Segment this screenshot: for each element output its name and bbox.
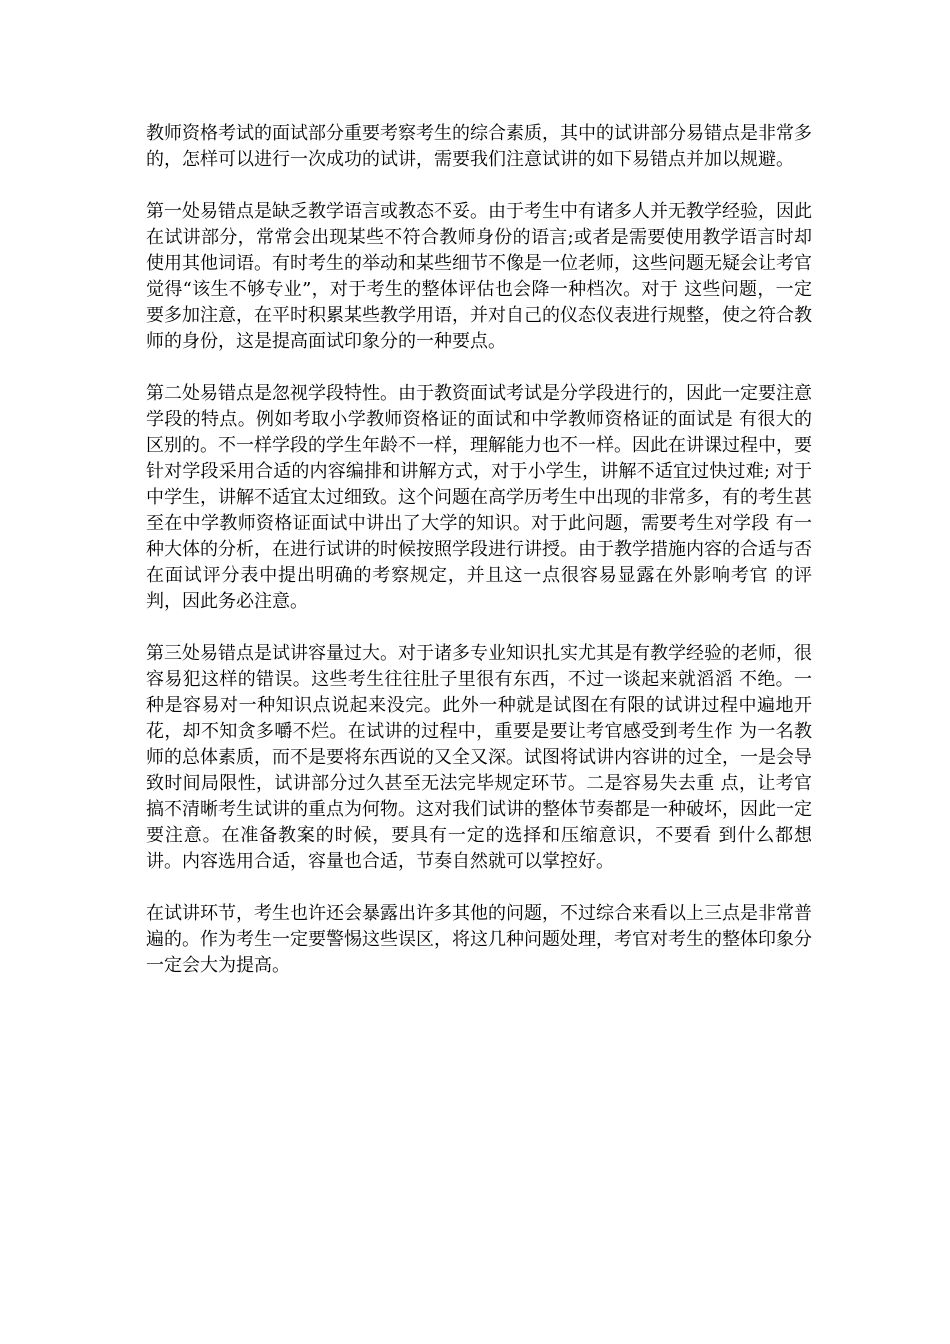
paragraph-intro: 教师资格考试的面试部分重要考察考生的综合素质，其中的试讲部分易错点是非常多的，怎样可以进行一次成功的试讲，需要我们注意试讲的如下易错点并加以规避。 [146,123,812,170]
paragraph-error-three: 第三处易错点是试讲容量过大。对于诸多专业知识扎实尤其是有教学经验的老师，很容易犯这样的错误。这些考生往往肚子里很有东西，不过一谈起来就滔滔 不绝。一种是容易对一种知识点说起来没完。此外一种就是试图在有限的试讲过程中遍地开花，却不知贪多嚼不烂。在试讲的过程中，重要是要让考官感受到考生作 为一名教师的总体素质，而不是要将东西说的又全又深。试图将试讲内容讲的过全，一是会导致时间局限性，试讲部分过久甚至无法完毕规定环节。二是容易失去重 点，让考官搞不清晰考生试讲的重点为何物。这对我们试讲的整体节奏都是一种破坏，因此一定要注意。在准备教案的时候，要具有一定的选择和压缩意识，不要看 到什么都想讲。内容选用合适，容量也合适，节奏自然就可以掌控好。 [146,643,812,872]
document-body [146,121,812,1005]
paragraph-conclusion: 在试讲环节，考生也许还会暴露出许多其他的问题，不过综合来看以上三点是非常普遍的。作为考生一定要警惕这些误区，将这几种问题处理，考官对考生的整体印象分一定会大为提高。 [146,903,812,976]
paragraph-error-one: 第一处易错点是缺乏教学语言或教态不妥。由于考生中有诸多人并无教学经验，因此在试讲部分，常常会出现某些不符合教师身份的语言;或者是需要使用教学语言时却使用其他词语。有时考生的举动和某些细节不像是一位老师，这些问题无疑会让考官觉得“该生不够专业”，对于考生的整体评估也会降一种档次。对于 这些问题，一定要多加注意，在平时积累某些教学用语，并对自己的仪态仪表进行规整，使之符合教师的身份，这是提高面试印象分的一种要点。 [146,201,812,352]
paragraph-error-two: 第二处易错点是忽视学段特性。由于教资面试考试是分学段进行的，因此一定要注意学段的特点。例如考取小学教师资格证的面试和中学教师资格证的面试是 有很大的区别的。不一样学段的学生年龄不一样，理解能力也不一样。因此在讲课过程中，要针对学段采用合适的内容编排和讲解方式，对于小学生，讲解不适宜过快过难; 对于中学生，讲解不适宜太过细致。这个问题在高学历考生中出现的非常多，有的考生甚至在中学教师资格证面试中讲出了大学的知识。对于此问题，需要考生对学段 有一种大体的分析，在进行试讲的时候按照学段进行讲授。由于教学措施内容的合适与否在面试评分表中提出明确的考察规定，并且这一点很容易显露在外影响考官 的评判，因此务必注意。 [146,383,812,612]
